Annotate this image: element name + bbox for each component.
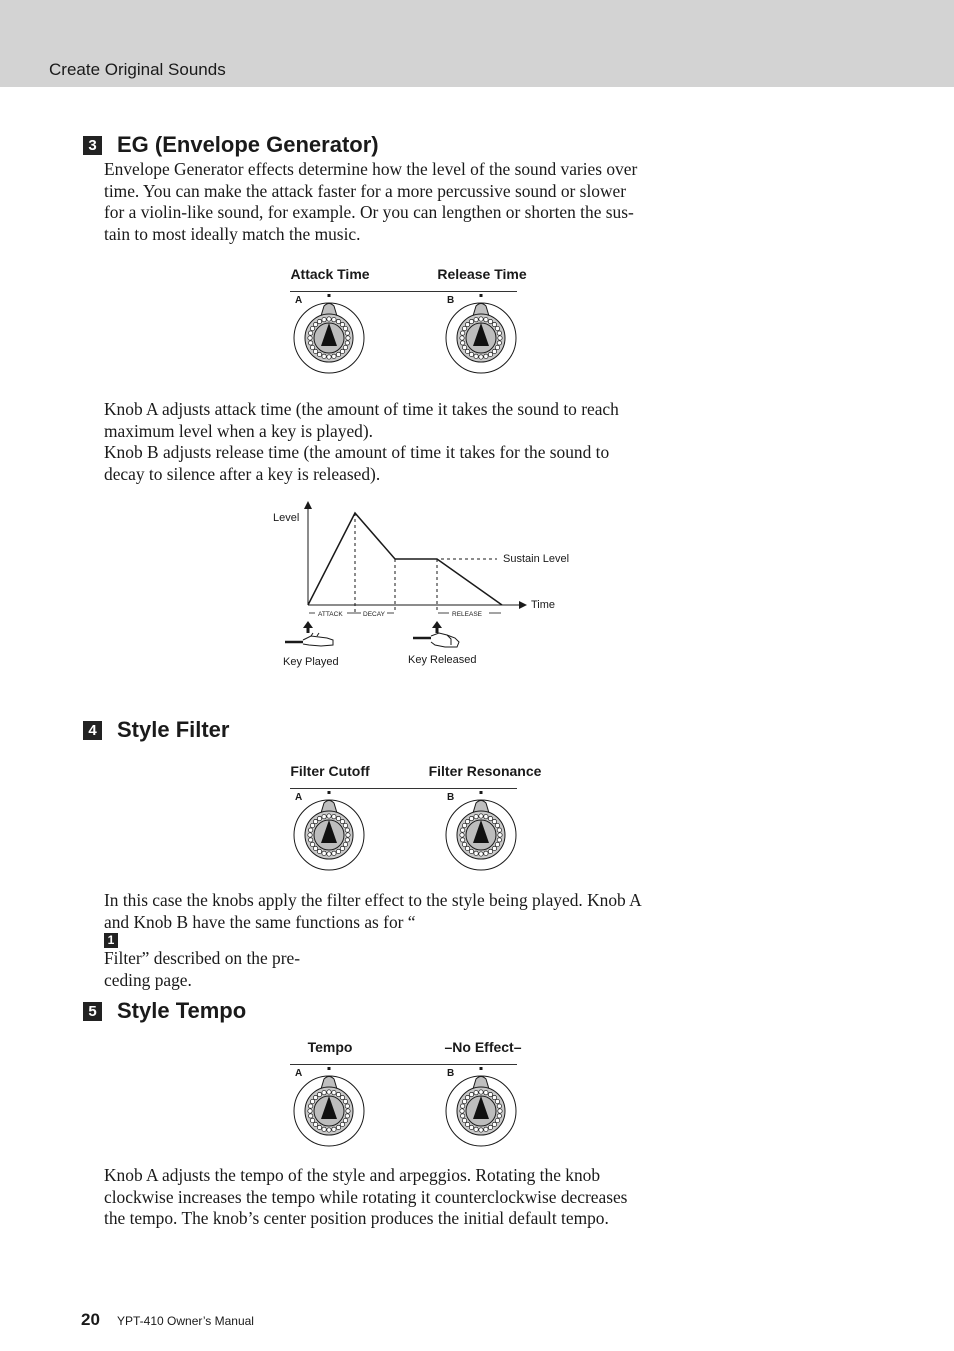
manual-title: YPT-410 Owner’s Manual [117,1314,254,1328]
divider [290,788,517,789]
knob-b-label: –No Effect– [444,1039,522,1055]
text-fragment: and Knob B have the same functions as for “ [104,911,416,932]
text-line: tain to most ideally match the music. [104,223,361,244]
text-line: decay to silence after a key is released). [104,463,381,484]
key-played-label: Key Played [283,656,339,668]
text-line: In this case the knobs apply the filter effect to the style being played. Knob A [104,890,642,910]
tempo-knob-diagram [285,1039,545,1169]
section-4-title: Style Filter [117,717,230,742]
decay-label: DECAY [363,611,385,618]
sustain-level-label: Sustain Level [503,553,570,565]
divider [290,1064,517,1065]
text-line: time. You can make the attack faster for a more percussive sound or slower [104,180,627,201]
up-arrow-icon [432,621,442,633]
hand-release-icon [413,633,459,647]
divider [290,291,517,292]
time-label: Time [531,599,556,611]
knob-b[interactable] [445,1067,519,1154]
text-line: Knob A adjusts attack time (the amount of time it takes the sound to reach [104,399,619,419]
knob-b-letter: B [447,1068,455,1079]
knob-b-letter: B [447,295,455,306]
section-5-title: Style Tempo [117,998,247,1023]
knob-a[interactable] [293,1067,367,1154]
knob-a-label: Attack Time [290,266,370,282]
text-line: maximum level when a key is played). [104,420,373,441]
knob-a-label: Filter Cutoff [290,763,370,779]
text-line: Envelope Generator effects determine how the level of the sound varies over [104,159,638,179]
section-5-heading [83,998,246,1024]
section-3-intro [104,159,669,245]
knob-a-letter: A [295,792,303,803]
knob-a-label: Tempo [307,1039,353,1055]
text-fragment: Filter” described on the pre- [104,948,301,969]
knob-b[interactable] [445,791,519,878]
text-line: ceding page. [104,969,192,990]
text-line: clockwise increases the tempo while rotating it counterclockwise decreases [104,1186,628,1207]
knob-b-label: Filter Resonance [428,763,542,779]
level-label: Level [273,512,300,524]
text-line [104,912,669,970]
section-4-heading [83,717,229,743]
release-label: RELEASE [452,611,482,618]
knob-a[interactable] [293,294,367,381]
key-released-label: Key Released [408,654,477,666]
section-4-number: 4 [83,721,102,740]
text-line: Knob A adjusts the tempo of the style and arpeggios. Rotating the knob [104,1165,601,1185]
knob-b[interactable] [445,294,519,381]
text-line: Knob B adjusts release time (the amount of time it takes for the sound to [104,442,610,463]
knob-b-letter: B [447,792,455,803]
section-3-heading [83,132,379,158]
attack-label: ATTACK [318,611,343,618]
section-5-description [104,1165,669,1230]
knob-a[interactable] [293,791,367,878]
section-3-title: EG (Envelope Generator) [117,132,379,157]
filter-knob-diagram [285,763,545,893]
text-line: for a violin-like sound, for example. Or you can lengthen or shorten the sus- [104,202,634,223]
knob-a-letter: A [295,295,303,306]
envelope-diagram [265,495,595,675]
eg-knob-diagram [285,266,545,396]
knob-b-label: Release Time [437,266,527,282]
hand-press-icon [285,633,333,646]
up-arrow-icon [303,621,313,633]
reference-number-badge: 1 [104,933,118,948]
page-number: 20 [81,1310,100,1329]
section-4-description [104,890,669,991]
section-3-description [104,399,669,485]
header-band [0,0,954,87]
section-5-number: 5 [83,1002,102,1021]
section-3-number: 3 [83,136,102,155]
text-line: the tempo. The knob’s center position produces the initial default tempo. [104,1208,609,1229]
page-header-title: Create Original Sounds [49,60,226,79]
knob-a-letter: A [295,1068,303,1079]
